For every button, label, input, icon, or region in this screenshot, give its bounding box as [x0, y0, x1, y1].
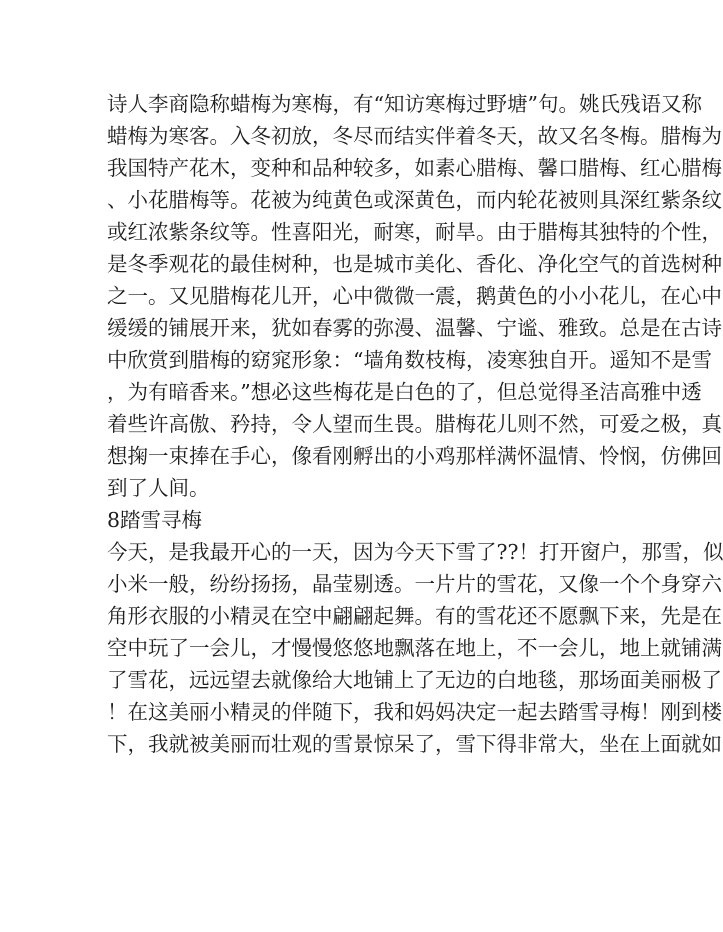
text-line: 中欣赏到腊梅的窈窕形象：“墙角数枝梅，凌寒独自开。遥知不是雪	[107, 348, 712, 372]
text-line: 到了人间。	[107, 476, 210, 500]
text-line: 想掬一束捧在手心，像看刚孵出的小鸡那样满怀温情、怜悯，仿佛回	[107, 444, 722, 468]
text-line: 、小花腊梅等。花被为纯黄色或深黄色，而内轮花被则具深红紫条纹	[107, 188, 722, 212]
text-line: 小米一般，纷纷扬扬，晶莹剔透。一片片的雪花，又像一个个身穿六	[107, 572, 722, 596]
text-line: ，为有暗香来。”想必这些梅花是白色的了，但总觉得圣洁高雅中透	[107, 380, 702, 404]
text-line: 着些许高傲、矜持，令人望而生畏。腊梅花儿则不然，可爱之极，真	[107, 412, 722, 436]
text-line: 我国特产花木，变种和品种较多，如素心腊梅、馨口腊梅、红心腊梅	[107, 156, 722, 180]
text-line: 之一。又见腊梅花儿开，心中微微一震，鹅黄色的小小花儿，在心中	[107, 284, 722, 308]
text-line: 缓缓的铺展开来，犹如春雾的弥漫、温馨、宁谧、雅致。总是在古诗	[107, 316, 722, 340]
text-line: 蜡梅为寒客。入冬初放，冬尽而结实伴着冬天，故又名冬梅。腊梅为	[107, 124, 722, 148]
section-heading: 8踏雪寻梅	[107, 508, 203, 532]
text-line: 诗人李商隐称蜡梅为寒梅，有“知访寒梅过野塘”句。姚氏残语又称	[107, 92, 702, 116]
text-line: 是冬季观花的最佳树种，也是城市美化、香化、净化空气的首选树种	[107, 252, 722, 276]
text-line: ！在这美丽小精灵的伴随下，我和妈妈决定一起去踏雪寻梅！刚到楼	[107, 700, 722, 724]
text-line: 或红浓紫条纹等。性喜阳光，耐寒，耐旱。由于腊梅其独特的个性，	[107, 220, 722, 244]
text-line: 角形衣服的小精灵在空中翩翩起舞。有的雪花还不愿飘下来，先是在	[107, 604, 722, 628]
text-line: 下，我就被美丽而壮观的雪景惊呆了，雪下得非常大，坐在上面就如	[107, 732, 722, 756]
text-line: 了雪花，远远望去就像给大地铺上了无边的白地毯，那场面美丽极了	[107, 668, 722, 692]
text-line: 空中玩了一会儿，才慢慢悠悠地飘落在地上，不一会儿，地上就铺满	[107, 636, 722, 660]
text-line: 今天，是我最开心的一天，因为今天下雪了??！打开窗户，那雪，似	[107, 540, 723, 564]
